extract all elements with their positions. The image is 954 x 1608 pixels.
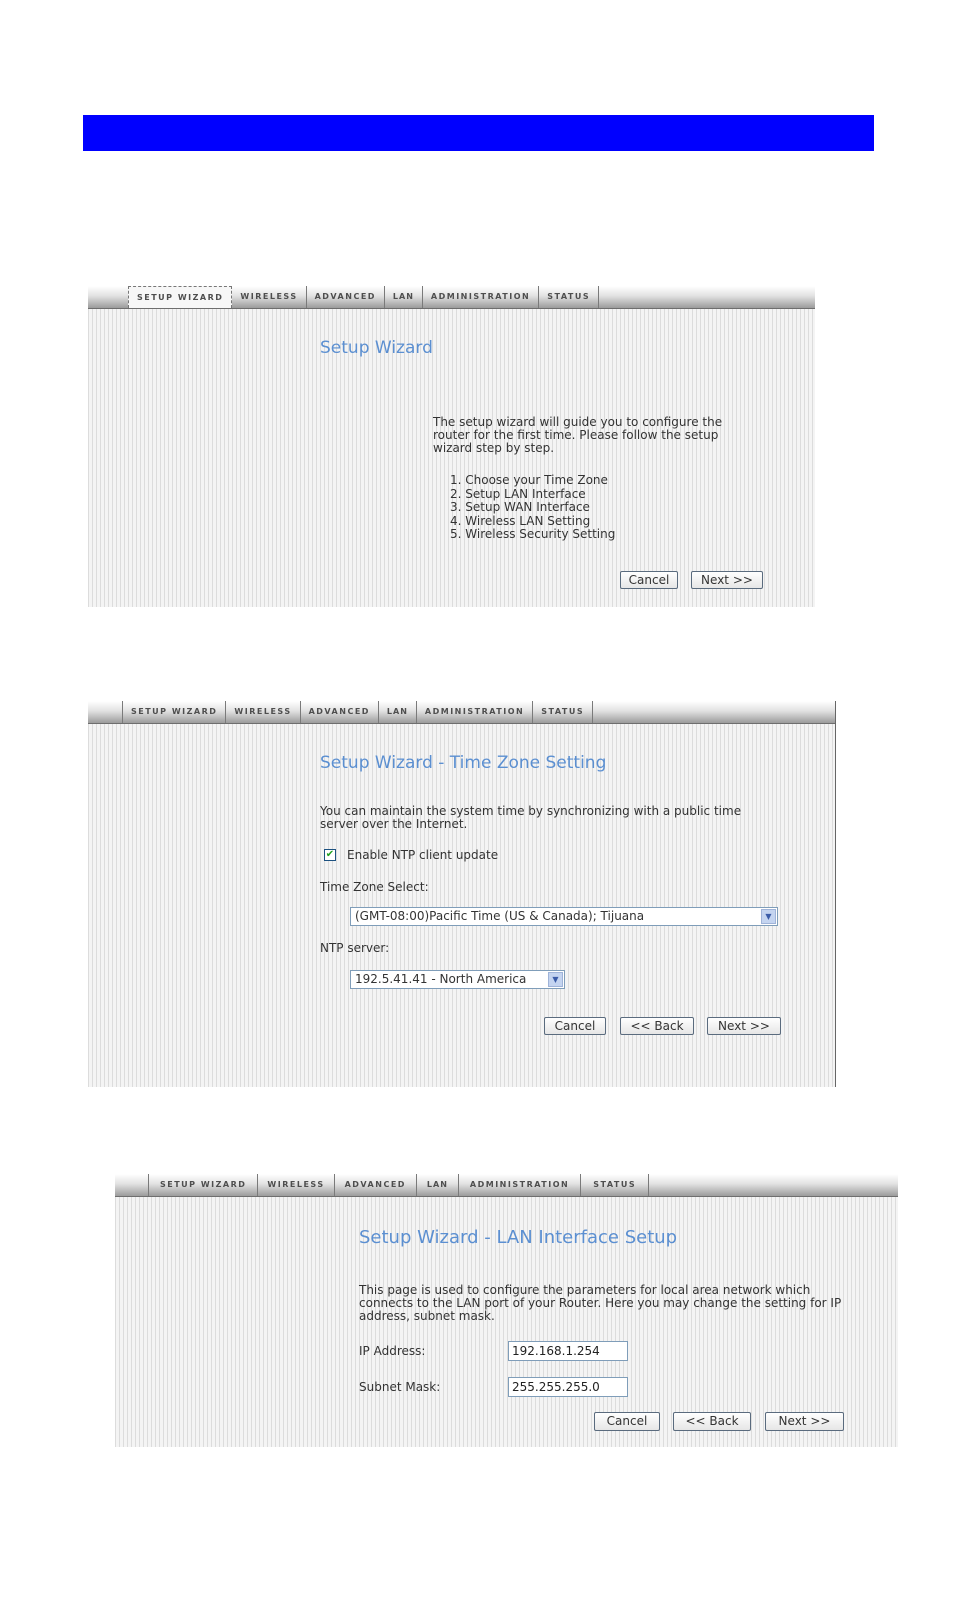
wizard-intro: The setup wizard will guide you to configure the router for the first time. Please follow the setup wizard step by step. — [433, 415, 723, 455]
cancel-button[interactable]: Cancel — [594, 1412, 660, 1431]
ntp-server-select[interactable] — [350, 970, 565, 989]
timezone-description: You can maintain the system time by synchronizing with a public time server over the Internet. — [320, 804, 742, 831]
list-item: 2. Setup LAN Interface — [450, 486, 586, 501]
tab-wireless[interactable]: WIRELESS — [258, 1174, 334, 1196]
ntp-server-select-value: 192.5.41.41 - North America — [355, 972, 527, 986]
page-title: Setup Wizard - LAN Interface Setup — [359, 1227, 678, 1248]
check-icon: ✔ — [325, 849, 335, 860]
tab-administration[interactable]: ADMINISTRATION — [417, 701, 533, 723]
page-title: Setup Wizard - Time Zone Setting — [320, 753, 607, 773]
tab-administration[interactable]: ADMINISTRATION — [423, 286, 539, 308]
ntp-server-label: NTP server: — [320, 941, 390, 955]
next-button[interactable]: Next >> — [691, 571, 763, 589]
back-button[interactable]: << Back — [673, 1412, 751, 1431]
next-button[interactable]: Next >> — [765, 1412, 844, 1431]
ip-address-label: IP Address: — [359, 1344, 426, 1358]
lan-description: This page is used to configure the parameters for local area network which connects to the LAN port of your Router. Here you may change the setting for IP address, subnet mask. — [359, 1283, 842, 1323]
list-item: 5. Wireless Security Setting — [450, 527, 616, 541]
list-item: 4. Wireless LAN Setting — [450, 513, 591, 528]
timezone-select[interactable] — [350, 907, 778, 926]
wizard-steps — [450, 474, 615, 542]
lan-setup-screenshot — [115, 1174, 898, 1447]
chevron-down-icon: ▼ — [761, 909, 776, 924]
section-header-bar — [83, 115, 874, 151]
tab-lan[interactable]: LAN — [417, 1174, 459, 1196]
tab-advanced[interactable]: ADVANCED — [335, 1174, 417, 1196]
subnet-mask-input[interactable]: 255.255.255.0 — [508, 1377, 628, 1397]
cancel-button[interactable]: Cancel — [620, 571, 678, 589]
nav-bar — [115, 1174, 898, 1197]
setup-wizard-screenshot — [88, 286, 815, 607]
subnet-mask-label: Subnet Mask: — [359, 1380, 441, 1394]
ntp-checkbox-label: Enable NTP client update — [347, 848, 499, 862]
tab-wireless[interactable]: WIRELESS — [232, 286, 306, 308]
nav-bar — [88, 701, 835, 724]
tab-setup-wizard[interactable]: SETUP WIZARD — [148, 1174, 258, 1196]
tab-setup-wizard[interactable]: SETUP WIZARD — [122, 701, 226, 723]
cancel-button[interactable]: Cancel — [544, 1017, 606, 1035]
list-item: 1. Choose your Time Zone — [450, 473, 608, 487]
timezone-screenshot — [88, 701, 836, 1087]
tab-status[interactable]: STATUS — [533, 701, 593, 723]
nav-bar — [88, 286, 815, 309]
tab-setup-wizard[interactable]: SETUP WIZARD — [128, 286, 232, 308]
tab-wireless[interactable]: WIRELESS — [226, 701, 300, 723]
tab-administration[interactable]: ADMINISTRATION — [459, 1174, 581, 1196]
ip-address-input[interactable]: 192.168.1.254 — [508, 1341, 628, 1361]
tab-status[interactable]: STATUS — [581, 1174, 649, 1196]
tab-status[interactable]: STATUS — [539, 286, 599, 308]
tab-lan[interactable]: LAN — [379, 701, 417, 723]
list-item: 3. Setup WAN Interface — [450, 500, 590, 514]
tab-advanced[interactable]: ADVANCED — [307, 286, 385, 308]
timezone-select-label: Time Zone Select: — [320, 880, 429, 894]
page-title: Setup Wizard — [320, 338, 433, 358]
tab-lan[interactable]: LAN — [385, 286, 423, 308]
chevron-down-icon: ▼ — [548, 972, 563, 987]
timezone-select-value: (GMT-08:00)Pacific Time (US & Canada); Tijuana — [355, 909, 645, 923]
ntp-checkbox[interactable] — [324, 849, 336, 861]
next-button[interactable]: Next >> — [707, 1017, 781, 1035]
tab-advanced[interactable]: ADVANCED — [301, 701, 379, 723]
back-button[interactable]: << Back — [620, 1017, 694, 1035]
